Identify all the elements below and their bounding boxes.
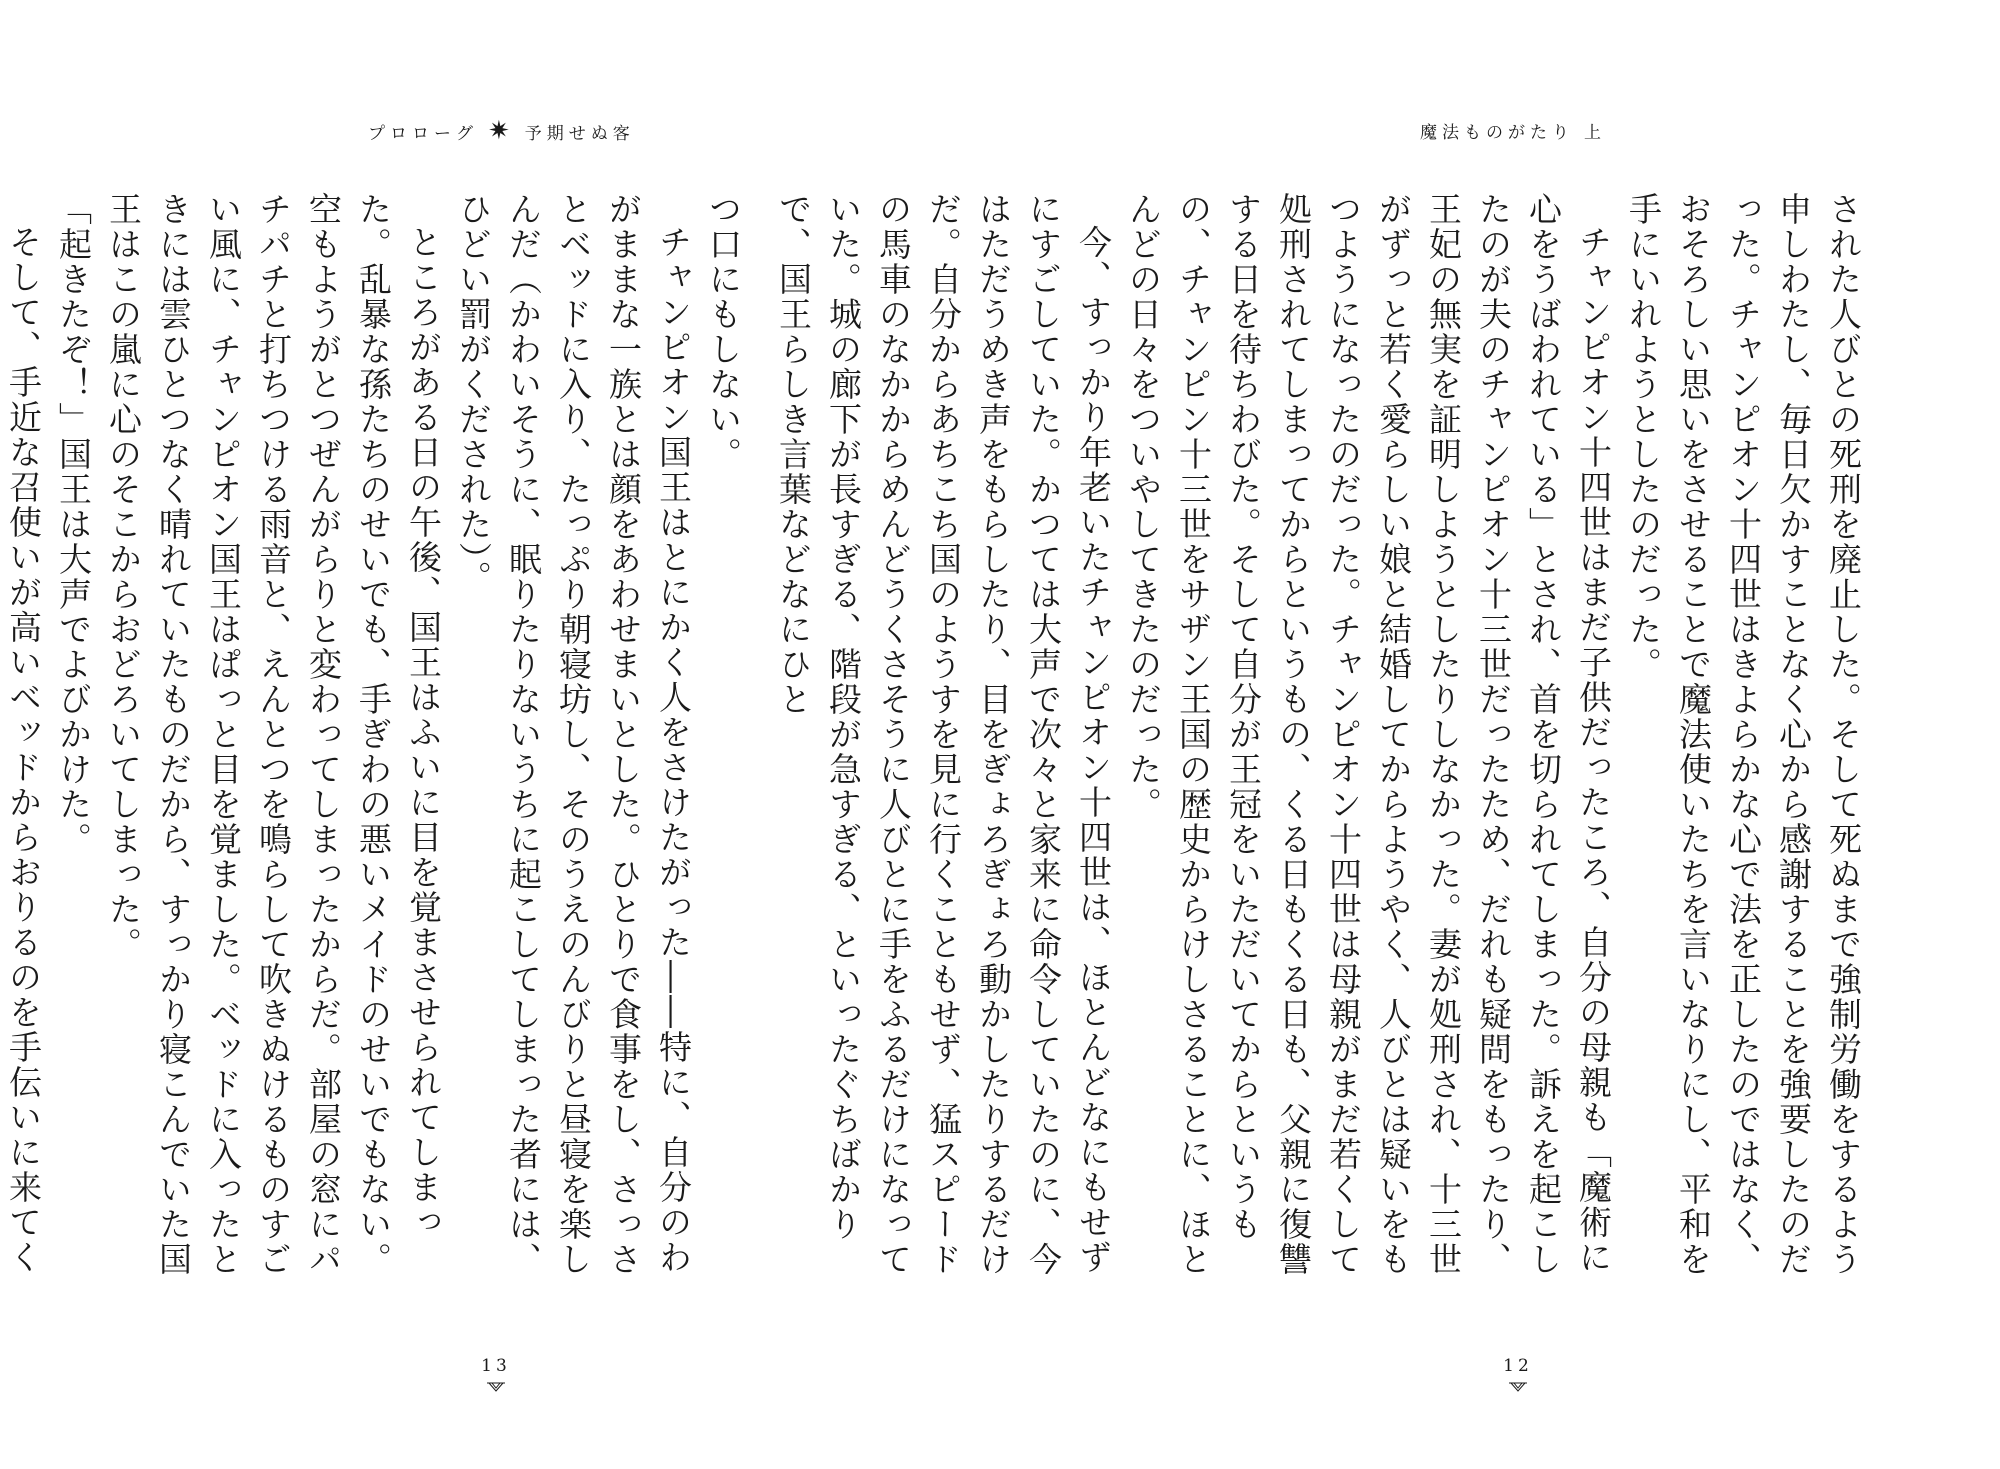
body-text	[4, 192, 748, 1302]
folio-ornament-icon	[486, 1382, 506, 1392]
paragraph: された人びとの死刑を廃止した。そして死ぬまで強制労働をするよう申しわたし、毎日欠かすことなく心から感謝することを強要したのだった。チャンピオン十四世はきよらかな心で法を正したのではなく、おそろしい思いをさせることで魔法使いたちを言いなりにし、平和を手にいれようとしたのだった。	[1624, 192, 1863, 1277]
paragraph: 「起きたぞ！」国王は大声でよびかけた。	[54, 192, 93, 857]
star-ornament-icon: ✷	[488, 116, 515, 146]
book-title: 魔法ものがたり	[1420, 123, 1574, 143]
page-number: 13	[481, 1356, 511, 1376]
body-text	[774, 192, 1868, 1302]
page-number: 12	[1503, 1356, 1533, 1376]
right-page	[774, 0, 2000, 1469]
volume-label: 上	[1584, 123, 1606, 143]
paragraph: ところがある日の午後、国王はふいに目を覚まさせられてしまった。乱暴な孫たちのせいでも、手ぎわの悪いメイドのせいでもない。空もようがとつぜんがらりと変わってしまったからだ。部屋の窓にパチパチと打ちつける雨音と、えんとつを鳴らして吹きぬけるものすごい風に、チャンピオン国王はぱっと目を覚ました。ベッドに入ったときには雲ひとつなく晴れていたものだから、すっかり寝こんでいた国王はこの嵐に心のそこからおどろいてしまった。	[104, 192, 443, 1277]
paragraph: 今、すっかり年老いたチャンピオン十四世は、ほとんどなにもせずにすごしていた。かつては大声で次々と家来に命令していたのに、今はただうめき声をもらしたり、目をぎょろぎょろ動かしたりするだけだ。自分からあちこち国のようすを見に行くこともせず、猛スピードの馬車のなかからめんどうくさそうに人びとに手をふるだけになっていた。城の廊下が長すぎる、階段が急すぎる、といったぐちばかりで、国王らしき言葉などなにひと	[774, 192, 1113, 1277]
paragraph: そして、手近な召使いが高いベッドからおりるのを手伝いに来てく	[4, 225, 43, 1275]
paragraph: チャンピオン国王はとにかく人をさけたがった――特に、自分のわがままな一族とは顔をあわせまいとした。ひとりで食事をし、さっさとベッドに入り、たっぷり朝寝坊し、そのうえのんびりと昼寝を楽しんだ（かわいそうに、眠りたりないうちに起こしてしまった者には、ひどい罰がくだされた）。	[454, 192, 693, 1277]
running-head	[1420, 118, 1606, 143]
running-head	[368, 118, 635, 144]
chapter-subtitle: 予期せぬ客	[524, 123, 635, 144]
paragraph: つ口にもしない。	[704, 192, 743, 472]
folio-ornament-icon	[1508, 1382, 1528, 1392]
paragraph: チャンピオン十四世はまだ子供だったころ、自分の母親も「魔術に心をうばわれている」とされ、首を切られてしまった。訴えを起こしたのが夫のチャンピオン十三世だったため、だれも疑問をもったり、王妃の無実を証明しようとしたりしなかった。妻が処刑され、十三世がずっと若く愛らしい娘と結婚してからようやく、人びとは疑いをもつようになったのだった。チャンピオン十四世は母親がまだ若くして処刑されてしまってからというもの、くる日もくる日も、父親に復讐する日を待ちわびた。そして自分が王冠をいただいてからというもの、チャンピン十三世をサザン王国の歴史からけしさることに、ほとんどの日々をついやしてきたのだった。	[1124, 192, 1613, 1277]
chapter-title: プロローグ	[368, 123, 478, 144]
